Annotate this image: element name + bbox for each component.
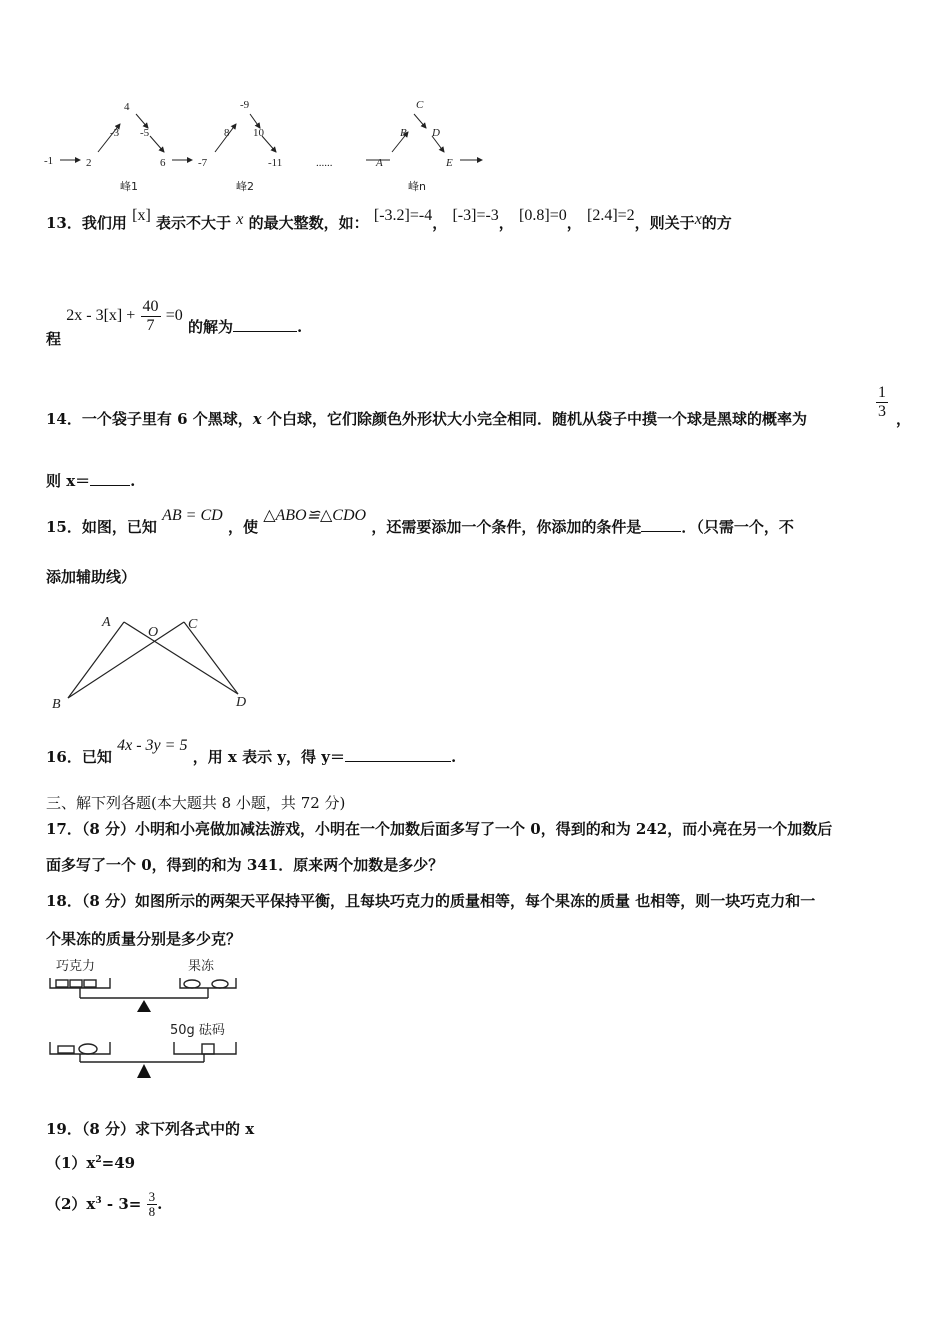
- frac-numerator: 40: [142, 298, 159, 315]
- seq-label: B: [400, 127, 407, 139]
- q14-text: 一个袋子里有 6 个黑球，: [81, 410, 253, 428]
- seq-label: 8: [224, 127, 230, 139]
- equation: =49: [101, 1154, 136, 1172]
- label-chocolate: 巧克力: [56, 959, 96, 974]
- seq-label: -3: [110, 127, 120, 139]
- seq-label: -7: [198, 157, 208, 169]
- q14-text: 则 x＝: [46, 472, 91, 490]
- frac-denominator: 7: [146, 316, 155, 334]
- q15-text: 如图，已知: [81, 518, 157, 536]
- q13-text: 程: [46, 330, 62, 349]
- question-15-line1: [46, 507, 794, 537]
- peak-caption: 峰1: [120, 180, 138, 193]
- comma: ，: [498, 214, 514, 232]
- answer-blank[interactable]: [233, 319, 297, 332]
- answer-blank[interactable]: [641, 519, 681, 532]
- seq-label: ......: [316, 157, 333, 169]
- var-x: x: [252, 410, 262, 428]
- equation-right: =0: [165, 307, 183, 325]
- frac-denominator: 8: [148, 1204, 156, 1220]
- exponent: 3: [95, 1195, 102, 1206]
- frac-numerator: 1: [878, 384, 886, 401]
- equation: 4x - 3y = 5: [117, 737, 188, 754]
- question-number: 15．: [46, 518, 82, 536]
- comma: ，: [432, 214, 448, 232]
- q13-text: 我们用: [81, 214, 127, 232]
- balance-scales-figure: [44, 954, 254, 1086]
- section-heading: 三、解下列各题(本大题共 8 小题，共 72 分): [46, 794, 346, 812]
- question-number: 16．: [46, 748, 82, 766]
- q15-text: ，还需要添加一个条件，你添加的条件是: [371, 518, 642, 536]
- seq-label: 10: [253, 127, 264, 139]
- period: .: [130, 472, 136, 490]
- part-label: （1）x: [46, 1154, 96, 1172]
- peak-caption: 峰2: [236, 180, 254, 193]
- peaks-sequence-figure: [40, 92, 500, 196]
- point-C: C: [188, 617, 198, 632]
- seq-label: -1: [44, 155, 54, 167]
- period: .: [450, 748, 457, 766]
- seq-label: D: [432, 127, 440, 139]
- fraction-40-7: [141, 298, 161, 334]
- question-18-line1: 18．（8 分）如图所示的两架天平保持平衡，且每块巧克力的质量相等，每个果冻的质量 也相等，则一块巧克力和一: [46, 892, 816, 910]
- example-3: [0.8]=0: [519, 207, 567, 224]
- point-A: A: [102, 615, 111, 630]
- q13-text: 的方: [701, 214, 732, 232]
- q13-text: 表示不大于: [156, 214, 232, 232]
- seq-label: A: [376, 157, 383, 169]
- question-17-line1: 17．（8 分）小明和小亮做加减法游戏，小明在一个加数后面多写了一个 0，得到的和为 242，而小亮在另一个加数后: [46, 820, 833, 838]
- answer-blank[interactable]: [90, 473, 130, 486]
- period: .: [157, 1194, 163, 1213]
- question-14-line2: [46, 470, 135, 491]
- exponent: 2: [95, 1155, 102, 1165]
- question-19-part2: [46, 1190, 162, 1220]
- q15-text: ．（只需一个，不: [681, 518, 794, 536]
- equation: - 3=: [101, 1194, 142, 1213]
- q13-text: 的最大整数，如：: [248, 214, 369, 232]
- congruence-statement: △ABO≌△CDO: [263, 507, 367, 524]
- answer-blank[interactable]: [345, 749, 451, 762]
- point-D: D: [236, 695, 247, 710]
- floor-notation: [x]: [132, 207, 151, 224]
- triangles-figure: [44, 606, 264, 716]
- frac-denominator: 3: [878, 402, 886, 420]
- question-19-part1: [46, 1152, 135, 1173]
- question-18-line2: 个果冻的质量分别是多少克？: [46, 930, 242, 948]
- q14-tail: ，: [896, 410, 912, 428]
- label-jelly: 果冻: [188, 959, 215, 974]
- var-x: x: [694, 211, 702, 228]
- seq-label: 6: [160, 157, 166, 169]
- q15-text: ，使: [227, 518, 258, 536]
- comma: ，: [566, 214, 582, 232]
- seq-label: 4: [124, 101, 130, 113]
- label-weight: 50g 砝码: [170, 1023, 225, 1038]
- point-O: O: [148, 625, 159, 640]
- example-2: [-3]=-3: [452, 207, 499, 224]
- given-condition: AB = CD: [162, 507, 223, 524]
- seq-label: E: [446, 157, 453, 169]
- seq-label: 2: [86, 157, 92, 169]
- question-number: 14．: [46, 410, 82, 428]
- fraction-1-3: [876, 384, 888, 420]
- example-4: [2.4]=2: [586, 207, 635, 224]
- example-1: [-3.2]=-4: [373, 207, 433, 224]
- seq-label: C: [416, 99, 424, 111]
- q13-text: ，则关于: [634, 214, 695, 232]
- var-x: x: [236, 211, 244, 228]
- question-16: [46, 737, 457, 767]
- seq-label: -9: [240, 99, 250, 111]
- question-13-line1: [46, 207, 916, 233]
- frac-numerator: 3: [148, 1189, 156, 1204]
- question-17-line2: 面多写了一个 0，得到的和为 341．原来两个加数是多少？: [46, 856, 444, 874]
- question-14-line1: [46, 408, 807, 429]
- q16-text: 已知: [81, 748, 112, 766]
- q14-text: 个白球，它们除颜色外形状大小完全相同．随机从袋子中摸一个球是黑球的概率为: [261, 410, 807, 428]
- seq-label: -11: [268, 157, 283, 169]
- equation-left: 2x - 3[x] +: [66, 307, 136, 325]
- q13-text: 的解为: [188, 318, 234, 337]
- question-13-line2: [46, 298, 303, 349]
- part-label: （2）x: [46, 1194, 96, 1213]
- q16-text: ，用 x 表示 y，得 y＝: [192, 748, 345, 766]
- question-15-line2: 添加辅助线）: [46, 568, 137, 586]
- point-B: B: [52, 697, 61, 712]
- question-19-title: 19．（8 分）求下列各式中的 x: [46, 1120, 255, 1138]
- fraction-3-8: [147, 1190, 158, 1220]
- question-number: 13．: [46, 214, 82, 232]
- period: .: [297, 318, 303, 337]
- peak-caption: 峰n: [408, 180, 426, 193]
- seq-label: -5: [140, 127, 150, 139]
